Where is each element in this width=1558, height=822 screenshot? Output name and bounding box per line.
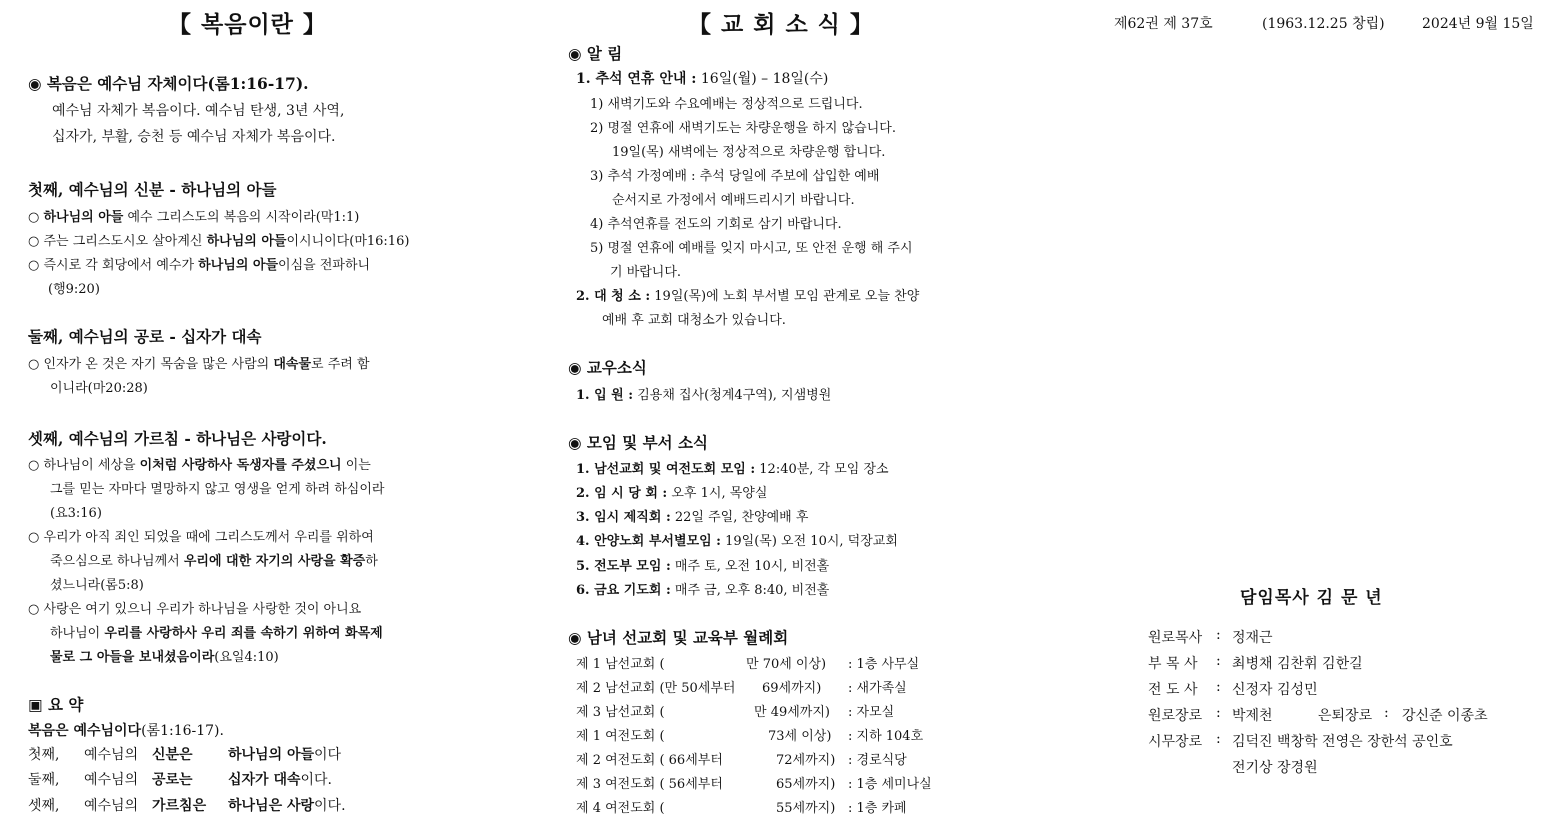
verse-reference: 이니라(마20:28) bbox=[50, 381, 148, 396]
notice-subitem: 1) 새벽기도와 수요예배는 정상적으로 드립니다. bbox=[590, 97, 863, 112]
gospel-intro-line: 예수님 자체가 복음이다. 예수님 탄생, 3년 사역, bbox=[52, 103, 345, 119]
third-point-title: 셋째, 예수님의 가르침 - 하나님은 사랑이다. bbox=[28, 429, 327, 448]
staff-row: 전 도 사 : 신정자 김성민 bbox=[1148, 679, 1318, 698]
member-news-item: 1. 입 원 : 김용채 집사(청계4구역), 지샘병원 bbox=[576, 388, 832, 403]
notice-item: 2. 대 청 소 : 19일(목)에 노회 부서별 모임 관계로 오늘 찬양 bbox=[576, 289, 920, 304]
verse-line: ○ 사랑은 여기 있으니 우리가 하나님을 사랑한 것이 아니요 bbox=[28, 602, 362, 617]
senior-pastor: 담임목사 김 문 년 bbox=[1240, 588, 1383, 608]
verse-reference: (요3:16) bbox=[50, 506, 102, 521]
notice-subitem: 2) 명절 연휴에 새벽기도는 차량운행을 하지 않습니다. bbox=[590, 121, 896, 136]
gospel-header: 【 복음이란 】 bbox=[168, 11, 327, 38]
first-point-title: 첫째, 예수님의 신분 - 하나님의 아들 bbox=[28, 180, 277, 199]
monthly-meeting-row: 제 3 여전도회 ( 56세부터 65세까지) : 1층 세미나실 bbox=[576, 777, 932, 792]
staff-row: 부 목 사 : 최병채 김찬휘 김한길 bbox=[1148, 653, 1363, 672]
verse-line: 하나님이 우리를 사랑하사 우리 죄를 속하기 위하여 화목제 bbox=[50, 626, 383, 641]
summary-title: ▣ 요 약 bbox=[28, 695, 84, 714]
verse-line: ○ 주는 그리스도시오 살아계신 하나님의 아들이시니이다(마16:16) bbox=[28, 234, 410, 249]
notice-subitem: 19일(목) 새벽에는 정상적으로 차량운행 합니다. bbox=[612, 145, 886, 160]
notice-subitem: 4) 추석연휴를 전도의 기회로 삼기 바랍니다. bbox=[590, 217, 842, 232]
department-item: 5. 전도부 모임 : 매주 토, 오전 10시, 비전홀 bbox=[576, 559, 830, 574]
monthly-meeting-title: ◉ 남녀 선교회 및 교육부 월례회 bbox=[568, 628, 789, 647]
verse-line: 죽으심으로 하나님께서 우리에 대한 자기의 사랑을 확증하 bbox=[50, 554, 378, 569]
notice-subitem: 예배 후 교회 대청소가 있습니다. bbox=[602, 313, 786, 328]
monthly-meeting-row: 제 1 남선교회 ( 만 70세 이상) : 1층 사무실 bbox=[576, 657, 920, 672]
verse-line: 그를 믿는 자마다 멸망하지 않고 영생을 얻게 하려 하심이라 bbox=[50, 482, 385, 497]
gospel-main-title: ◉ 복음은 예수님 자체이다(롬1:16-17). bbox=[28, 74, 309, 93]
notice-subitem: 5) 명절 연휴에 예배를 잊지 마시고, 또 안전 운행 해 주시 bbox=[590, 241, 913, 256]
news-header: 【 교 회 소 식 】 bbox=[688, 11, 874, 38]
volume-number: 제62권 제 37호 bbox=[1114, 16, 1213, 32]
verse-line: ○ 하나님이 세상을 이처럼 사랑하사 독생자를 주셨으니 이는 bbox=[28, 458, 371, 473]
member-news-title: ◉ 교우소식 bbox=[568, 358, 647, 377]
verse-reference: (행9:20) bbox=[48, 282, 100, 297]
staff-row: 원로장로 : 박제천 은퇴장로 : 강신준 이종초 bbox=[1148, 705, 1488, 724]
founded-date: (1963.12.25 창립) bbox=[1262, 16, 1385, 32]
verse-line: ○ 인자가 온 것은 자기 목숨을 많은 사람의 대속물로 주려 함 bbox=[28, 357, 370, 372]
notice-title: ◉ 알 림 bbox=[568, 44, 623, 63]
department-item: 1. 남선교회 및 여전도회 모임 : 12:40분, 각 모임 장소 bbox=[576, 462, 889, 477]
staff-row: 원로목사 : 정재근 bbox=[1148, 627, 1273, 646]
verse-line: ○ 하나님의 아들 예수 그리스도의 복음의 시작이라(막1:1) bbox=[28, 210, 360, 225]
notice-subitem: 3) 추석 가정예배 : 추석 당일에 주보에 삽입한 예배 bbox=[590, 169, 880, 184]
staff-row: 시무장로 : 김덕진 백창학 전영은 장한석 공인호 bbox=[1148, 731, 1453, 750]
department-item: 2. 임 시 당 회 : 오후 1시, 목양실 bbox=[576, 486, 768, 501]
gospel-intro-line: 십자가, 부활, 승천 등 예수님 자체가 복음이다. bbox=[52, 129, 336, 145]
department-item: 4. 안양노회 부서별모임 : 19일(목) 오전 10시, 덕장교회 bbox=[576, 534, 898, 549]
monthly-meeting-row: 제 3 남선교회 ( 만 49세까지) : 자모실 bbox=[576, 705, 895, 720]
summary-line: 셋째, 예수님의 가르침은 하나님은 사랑이다. bbox=[28, 798, 346, 814]
verse-reference: 셨느니라(롬5:8) bbox=[50, 578, 144, 593]
summary-line: 복음은 예수님이다(롬1:16-17). bbox=[28, 723, 224, 739]
notice-item: 1. 추석 연휴 안내 : 16일(월) – 18일(수) bbox=[576, 71, 829, 87]
summary-line: 둘째, 예수님의 공로는 십자가 대속이다. bbox=[28, 772, 332, 788]
department-item: 3. 임시 제직회 : 22일 주일, 찬양예배 후 bbox=[576, 510, 809, 525]
verse-line: ○ 즉시로 각 회당에서 예수가 하나님의 아들이심을 전파하니 bbox=[28, 258, 371, 273]
department-news-title: ◉ 모임 및 부서 소식 bbox=[568, 433, 708, 452]
monthly-meeting-row: 제 1 여전도회 ( 73세 이상) : 지하 104호 bbox=[576, 729, 924, 744]
monthly-meeting-row: 제 2 여전도회 ( 66세부터 72세까지) : 경로식당 bbox=[576, 753, 907, 768]
department-item: 6. 금요 기도회 : 매주 금, 오후 8:40, 비전홀 bbox=[576, 583, 830, 598]
notice-subitem: 순서지로 가정에서 예배드리시기 바랍니다. bbox=[612, 193, 855, 208]
monthly-meeting-row: 제 2 남선교회 (만 50세부터 69세까지) : 새가족실 bbox=[576, 681, 907, 696]
second-point-title: 둘째, 예수님의 공로 - 십자가 대속 bbox=[28, 327, 262, 346]
summary-line: 첫째, 예수님의 신분은 하나님의 아들이다 bbox=[28, 747, 342, 763]
notice-subitem: 기 바랍니다. bbox=[610, 265, 682, 280]
issue-date: 2024년 9월 15일 bbox=[1422, 16, 1534, 32]
verse-line: ○ 우리가 아직 죄인 되었을 때에 그리스도께서 우리를 위하여 bbox=[28, 530, 374, 545]
monthly-meeting-row: 제 4 여전도회 ( 55세까지) : 1층 카페 bbox=[576, 801, 907, 816]
staff-row-continuation: 전기상 장경원 bbox=[1232, 760, 1318, 776]
verse-line: 물로 그 아들을 보내셨음이라(요일4:10) bbox=[50, 650, 279, 665]
